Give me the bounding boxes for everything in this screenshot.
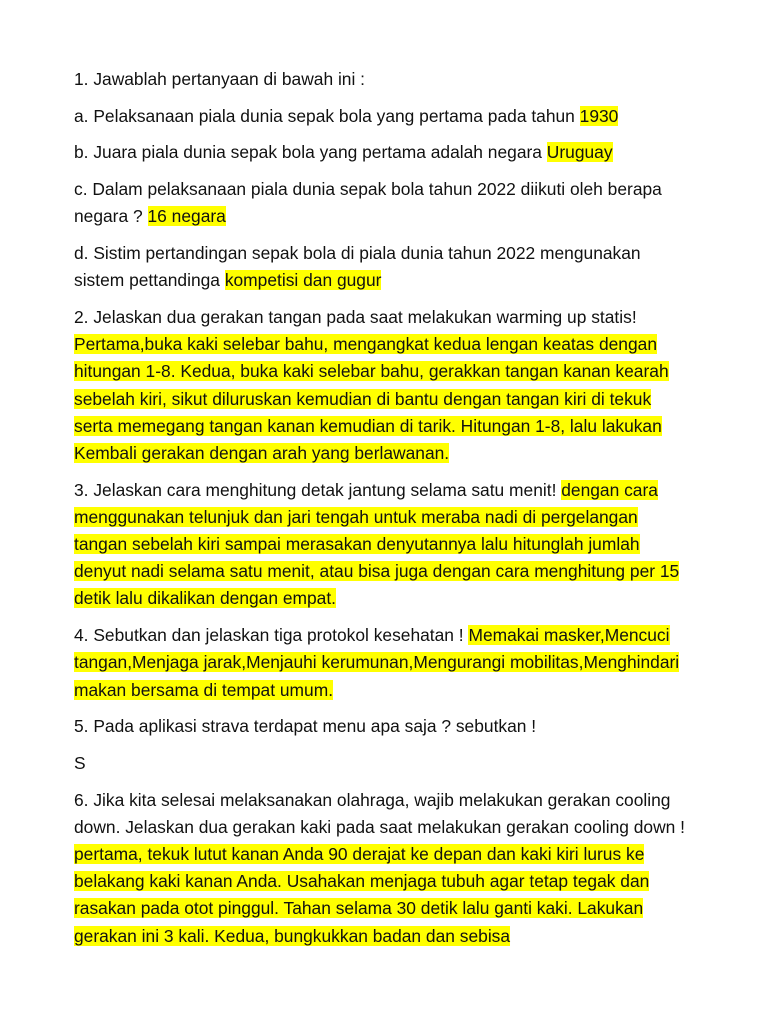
highlighted-answer: 16 negara	[147, 206, 226, 227]
highlighted-answer: Pertama,buka kaki selebar bahu, mengangkat kedua lengan keatas dengan hitungan 1-8. Kedua, buka kaki selebar bahu, gerakkan tangan kanan kearah sebelah kiri, sikut diluruskan kemudian di bantu dengan tangan kiri di tekuk serta memegang tangan kanan kemudian di tarik. Hitungan 1-8, lalu lakukan Kembali gerakan dengan arah yang berlawanan.	[74, 334, 669, 463]
question-1-heading	[74, 66, 694, 93]
highlighted-answer: kompetisi dan gugur	[224, 270, 382, 291]
answer-5	[74, 750, 694, 777]
question-text: a. Pelaksanaan piala dunia sepak bola yang pertama pada tahun	[74, 105, 580, 126]
question-3	[74, 477, 694, 613]
question-text: 3. Jelaskan cara menghitung detak jantung selama satu menit!	[74, 479, 562, 500]
question-text: d. Sistim pertandingan sepak bola di piala dunia tahun 2022 mengunakan sistem pettandinga	[74, 243, 641, 291]
highlighted-answer: Memakai masker,Mencuci tangan,Menjaga jarak,Menjauhi kerumunan,Mengurangi mobilitas,Menghindari makan bersama di tempat umum.	[74, 625, 680, 700]
answer-text: S	[74, 752, 86, 773]
question-1d	[74, 240, 694, 294]
question-5	[74, 713, 694, 740]
highlighted-answer: dengan cara menggunakan telunjuk dan jari tengah untuk meraba nadi di pergelangan tangan sebelah kiri sampai merasakan denyutannya lalu hitunglah jumlah denyut nadi selama satu menit, atau bisa juga dengan cara menghitung per 15 detik lalu dikalikan dengan empat.	[74, 479, 680, 609]
question-6	[74, 787, 694, 950]
question-text: 1. Jawablah pertanyaan di bawah ini :	[74, 69, 366, 89]
question-1c	[74, 176, 694, 230]
question-2	[74, 304, 694, 467]
highlighted-answer: 1930	[579, 105, 619, 126]
highlighted-answer: Uruguay	[546, 142, 613, 163]
question-text: 4. Sebutkan dan jelaskan tiga protokol kesehatan !	[74, 625, 469, 646]
highlighted-answer: pertama, tekuk lutut kanan Anda 90 derajat ke depan dan kaki kiri lurus ke belakang kaki kanan Anda. Usahakan menjaga tubuh agar tetap tegak dan rasakan pada otot pinggul. Tahan selama 30 detik lalu ganti kaki. Lakukan gerakan ini 3 kali. Kedua, bungkukkan badan dan sebisa	[74, 844, 650, 946]
question-1b	[74, 139, 694, 166]
question-text: 6. Jika kita selesai melaksanakan olahraga, wajib melakukan gerakan cooling down. Jelaskan dua gerakan kaki pada saat melakukan gerakan cooling down !	[74, 789, 685, 837]
question-4	[74, 622, 694, 704]
question-text: 5. Pada aplikasi strava terdapat menu apa saja ? sebutkan !	[74, 716, 537, 737]
question-text: 2. Jelaskan dua gerakan tangan pada saat melakukan warming up statis!	[74, 306, 637, 327]
question-text: c. Dalam pelaksanaan piala dunia sepak bola tahun 2022 diikuti oleh berapa negara ?	[74, 179, 662, 227]
document-page	[74, 66, 694, 959]
question-text: b. Juara piala dunia sepak bola yang pertama adalah negara	[74, 142, 547, 163]
question-1a	[74, 103, 694, 130]
